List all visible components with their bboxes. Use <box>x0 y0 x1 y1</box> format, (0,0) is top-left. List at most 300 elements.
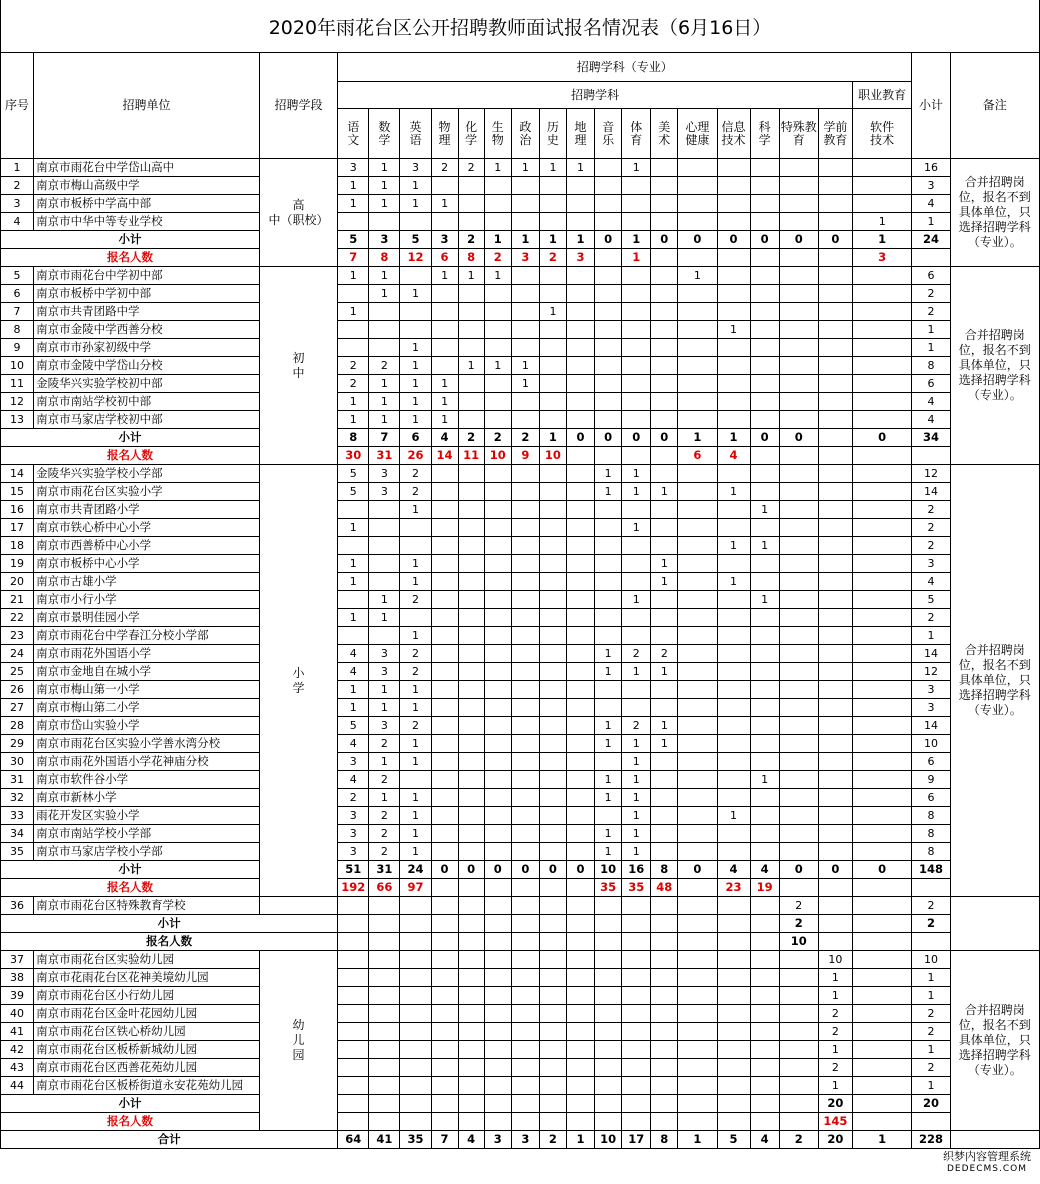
applicants-value: 14 <box>431 447 458 465</box>
row-value <box>595 195 622 213</box>
row-value: 1 <box>622 771 651 789</box>
row-value <box>458 591 484 609</box>
row-value <box>400 1005 431 1023</box>
row-value <box>852 897 911 915</box>
row-value <box>566 699 594 717</box>
row-value <box>622 969 651 987</box>
row-value <box>484 303 511 321</box>
applicants-value: 10 <box>779 933 818 951</box>
row-value <box>678 465 717 483</box>
grand-total-value: 17 <box>622 1131 651 1149</box>
row-value <box>678 555 717 573</box>
row-value <box>750 393 779 411</box>
row-value <box>484 1023 511 1041</box>
row-value <box>750 1077 779 1095</box>
row-value <box>539 339 566 357</box>
row-value: 4 <box>338 645 369 663</box>
row-value <box>511 1041 539 1059</box>
row-value <box>622 609 651 627</box>
row-value: 1 <box>431 195 458 213</box>
row-value <box>852 285 911 303</box>
row-value <box>539 1077 566 1095</box>
row-value <box>717 393 750 411</box>
row-value <box>818 501 852 519</box>
row-seq: 32 <box>1 789 34 807</box>
applicants-value: 7 <box>338 249 369 267</box>
row-value <box>400 321 431 339</box>
grand-total-value: 7 <box>431 1131 458 1149</box>
row-value <box>651 771 678 789</box>
row-value <box>511 1077 539 1095</box>
row-unit: 南京市中华中等专业学校 <box>34 213 260 231</box>
table-row <box>1 465 1040 483</box>
table-row <box>1 267 1040 285</box>
row-value <box>431 555 458 573</box>
applicants-value <box>400 1113 431 1131</box>
row-value <box>717 303 750 321</box>
row-value <box>458 555 484 573</box>
row-seq: 13 <box>1 411 34 429</box>
row-value <box>622 339 651 357</box>
row-total: 3 <box>912 681 950 699</box>
row-value <box>338 627 369 645</box>
subtotal-value: 1 <box>852 231 911 249</box>
row-value <box>852 1059 911 1077</box>
row-value <box>539 771 566 789</box>
row-value <box>431 501 458 519</box>
subtotal-value: 0 <box>852 861 911 879</box>
row-total: 6 <box>912 267 950 285</box>
row-value <box>750 663 779 681</box>
grand-total-value: 1 <box>852 1131 911 1149</box>
subtotal-value: 51 <box>338 861 369 879</box>
row-value <box>539 393 566 411</box>
grand-total-value: 4 <box>750 1131 779 1149</box>
row-value <box>651 357 678 375</box>
row-value <box>431 1077 458 1095</box>
row-value <box>431 843 458 861</box>
row-value <box>511 1023 539 1041</box>
row-value <box>539 753 566 771</box>
row-value <box>852 519 911 537</box>
row-value <box>484 501 511 519</box>
applicants-value <box>651 249 678 267</box>
row-value <box>750 1059 779 1077</box>
row-value <box>779 573 818 591</box>
row-value <box>566 681 594 699</box>
row-value <box>678 825 717 843</box>
row-seq: 20 <box>1 573 34 591</box>
row-unit: 南京市梅山第二小学 <box>34 699 260 717</box>
row-value: 1 <box>651 663 678 681</box>
row-total: 2 <box>912 285 950 303</box>
row-value <box>458 177 484 195</box>
row-value <box>458 393 484 411</box>
row-value: 2 <box>338 375 369 393</box>
stage-cell: 幼 儿 园 <box>259 951 337 1131</box>
row-value <box>678 339 717 357</box>
row-value <box>369 897 400 915</box>
table-row <box>1 1005 1040 1023</box>
subtotal-value <box>369 1095 400 1113</box>
row-value <box>750 717 779 735</box>
row-value <box>431 483 458 501</box>
subtotal-value <box>678 1095 717 1113</box>
row-seq: 16 <box>1 501 34 519</box>
row-value <box>779 681 818 699</box>
row-value <box>717 195 750 213</box>
row-value <box>400 1059 431 1077</box>
subtotal-value: 31 <box>369 861 400 879</box>
row-value <box>622 699 651 717</box>
watermark-line1: 织梦内容管理系统 <box>943 1150 1031 1163</box>
row-value <box>717 951 750 969</box>
row-value <box>852 609 911 627</box>
row-value: 2 <box>651 645 678 663</box>
row-value <box>566 321 594 339</box>
row-total: 8 <box>912 825 950 843</box>
row-value <box>717 519 750 537</box>
row-value <box>566 483 594 501</box>
header-subject: 心理 健康 <box>678 109 717 159</box>
row-value <box>539 591 566 609</box>
row-value <box>678 213 717 231</box>
row-value <box>818 537 852 555</box>
row-value <box>622 1041 651 1059</box>
row-value <box>750 303 779 321</box>
row-value <box>539 375 566 393</box>
subtotal-total: 148 <box>912 861 950 879</box>
row-value: 4 <box>338 735 369 753</box>
applicants-row <box>1 447 1040 465</box>
row-value <box>717 465 750 483</box>
row-value <box>779 609 818 627</box>
row-value <box>539 213 566 231</box>
row-value <box>595 753 622 771</box>
row-value: 1 <box>431 411 458 429</box>
row-value <box>651 1041 678 1059</box>
row-value <box>369 627 400 645</box>
row-value <box>818 735 852 753</box>
row-value: 1 <box>369 609 400 627</box>
row-value: 1 <box>750 771 779 789</box>
applicants-value: 8 <box>458 249 484 267</box>
row-unit: 南京市市孙家初级中学 <box>34 339 260 357</box>
row-total: 1 <box>912 339 950 357</box>
table-row <box>1 357 1040 375</box>
row-value <box>717 897 750 915</box>
row-value <box>750 627 779 645</box>
row-value <box>852 699 911 717</box>
row-seq: 26 <box>1 681 34 699</box>
applicants-value <box>622 1113 651 1131</box>
applicants-value: 10 <box>484 447 511 465</box>
row-value <box>511 771 539 789</box>
row-value <box>595 897 622 915</box>
row-value <box>651 807 678 825</box>
row-value: 1 <box>622 753 651 771</box>
header-subject: 英 语 <box>400 109 431 159</box>
row-value <box>717 825 750 843</box>
row-value: 3 <box>369 465 400 483</box>
applicants-value <box>852 447 911 465</box>
applicants-value <box>511 879 539 897</box>
row-value <box>511 789 539 807</box>
row-value <box>369 519 400 537</box>
row-value <box>595 177 622 195</box>
row-value <box>431 213 458 231</box>
applicants-value <box>566 1113 594 1131</box>
row-value <box>458 645 484 663</box>
subtotal-value <box>511 1095 539 1113</box>
row-value <box>678 627 717 645</box>
header-subtotal: 小计 <box>912 53 950 159</box>
row-value <box>678 285 717 303</box>
row-value <box>539 465 566 483</box>
row-value <box>678 1023 717 1041</box>
row-value: 1 <box>369 285 400 303</box>
row-value: 1 <box>338 555 369 573</box>
row-value <box>678 843 717 861</box>
row-value <box>717 411 750 429</box>
row-value <box>539 285 566 303</box>
applicants-value <box>566 879 594 897</box>
row-value <box>651 987 678 1005</box>
applicants-value <box>818 249 852 267</box>
subtotal-value: 2 <box>484 429 511 447</box>
subtotal-total: 34 <box>912 429 950 447</box>
row-value <box>678 663 717 681</box>
row-value: 1 <box>595 843 622 861</box>
table-row <box>1 285 1040 303</box>
table-row <box>1 663 1040 681</box>
row-unit: 南京市金地自在城小学 <box>34 663 260 681</box>
row-value: 2 <box>818 1005 852 1023</box>
applicants-value: 31 <box>369 447 400 465</box>
row-value <box>678 591 717 609</box>
subtotal-value <box>511 915 539 933</box>
row-value: 1 <box>511 357 539 375</box>
row-value <box>852 645 911 663</box>
grand-total-value: 3 <box>484 1131 511 1149</box>
applicants-value: 30 <box>338 447 369 465</box>
row-value <box>779 177 818 195</box>
row-value <box>779 375 818 393</box>
applicants-total <box>912 249 950 267</box>
row-unit: 南京市景明佳园小学 <box>34 609 260 627</box>
subtotal-value: 0 <box>678 231 717 249</box>
applicants-value <box>431 879 458 897</box>
row-value <box>511 321 539 339</box>
row-value <box>431 753 458 771</box>
row-value <box>431 573 458 591</box>
row-value <box>678 573 717 591</box>
row-value <box>431 897 458 915</box>
row-value: 1 <box>400 285 431 303</box>
row-value <box>595 951 622 969</box>
applicants-total <box>912 933 950 951</box>
row-value: 4 <box>338 663 369 681</box>
row-value <box>400 1077 431 1095</box>
row-value <box>622 1077 651 1095</box>
row-value <box>852 321 911 339</box>
applicants-value <box>717 249 750 267</box>
row-value: 2 <box>369 843 400 861</box>
row-value <box>779 1023 818 1041</box>
table-row <box>1 555 1040 573</box>
row-value <box>779 843 818 861</box>
applicants-value <box>338 933 369 951</box>
row-value <box>511 285 539 303</box>
row-value <box>511 609 539 627</box>
row-value <box>678 897 717 915</box>
row-total: 2 <box>912 303 950 321</box>
subtotal-value: 4 <box>717 861 750 879</box>
subtotal-label: 小计 <box>1 231 260 249</box>
row-value <box>750 843 779 861</box>
grand-total-row <box>1 1131 1040 1149</box>
applicants-total <box>912 879 950 897</box>
row-unit: 南京市雨花台中学初中部 <box>34 267 260 285</box>
row-total: 6 <box>912 753 950 771</box>
row-value <box>717 375 750 393</box>
row-value <box>852 375 911 393</box>
row-value <box>566 645 594 663</box>
row-value: 5 <box>338 465 369 483</box>
row-value <box>852 303 911 321</box>
row-value <box>369 339 400 357</box>
subtotal-row <box>1 231 1040 249</box>
row-seq: 35 <box>1 843 34 861</box>
header-remark: 备注 <box>950 53 1039 159</box>
row-value <box>511 1005 539 1023</box>
applicants-value <box>484 879 511 897</box>
row-value <box>431 627 458 645</box>
row-total: 4 <box>912 195 950 213</box>
subtotal-value: 1 <box>566 231 594 249</box>
row-value <box>539 177 566 195</box>
subtotal-total: 20 <box>912 1095 950 1113</box>
row-value <box>622 627 651 645</box>
row-value: 1 <box>338 411 369 429</box>
row-value <box>595 699 622 717</box>
row-value <box>678 501 717 519</box>
row-value <box>400 951 431 969</box>
row-value <box>458 537 484 555</box>
table-row <box>1 213 1040 231</box>
row-value <box>566 357 594 375</box>
applicants-total <box>912 1113 950 1131</box>
row-value <box>539 537 566 555</box>
grand-total-value: 64 <box>338 1131 369 1149</box>
row-value <box>566 501 594 519</box>
grand-total-value: 3 <box>511 1131 539 1149</box>
row-value <box>566 537 594 555</box>
row-value: 1 <box>511 375 539 393</box>
row-value <box>539 501 566 519</box>
row-value <box>678 483 717 501</box>
row-value <box>431 609 458 627</box>
row-value <box>717 645 750 663</box>
row-value: 1 <box>400 573 431 591</box>
row-value: 3 <box>338 753 369 771</box>
row-value <box>750 267 779 285</box>
row-value <box>678 1005 717 1023</box>
row-value <box>458 213 484 231</box>
row-value <box>484 1059 511 1077</box>
subtotal-value: 0 <box>779 861 818 879</box>
row-value <box>539 1023 566 1041</box>
row-value <box>595 321 622 339</box>
row-value <box>779 519 818 537</box>
row-value <box>595 411 622 429</box>
row-value <box>566 1005 594 1023</box>
row-value <box>818 645 852 663</box>
row-value <box>818 843 852 861</box>
subtotal-value: 24 <box>400 861 431 879</box>
row-value: 3 <box>338 843 369 861</box>
row-value <box>651 627 678 645</box>
row-value <box>511 753 539 771</box>
applicants-value: 2 <box>539 249 566 267</box>
header-subject: 体 育 <box>622 109 651 159</box>
row-value <box>595 375 622 393</box>
row-value <box>484 825 511 843</box>
row-value <box>779 483 818 501</box>
row-value <box>622 375 651 393</box>
subtotal-value <box>852 1095 911 1113</box>
row-value <box>566 843 594 861</box>
row-value <box>511 411 539 429</box>
row-value <box>539 699 566 717</box>
row-value <box>750 159 779 177</box>
row-value <box>651 681 678 699</box>
row-value <box>484 681 511 699</box>
row-seq: 19 <box>1 555 34 573</box>
row-seq: 2 <box>1 177 34 195</box>
row-unit: 南京市软件谷小学 <box>34 771 260 789</box>
row-value <box>539 609 566 627</box>
row-value <box>431 825 458 843</box>
row-value <box>511 645 539 663</box>
subtotal-value: 2 <box>458 231 484 249</box>
subtotal-value: 0 <box>458 861 484 879</box>
row-value <box>717 591 750 609</box>
row-seq: 43 <box>1 1059 34 1077</box>
applicants-value <box>750 249 779 267</box>
row-value <box>595 213 622 231</box>
row-value: 2 <box>400 591 431 609</box>
row-seq: 15 <box>1 483 34 501</box>
row-value <box>750 699 779 717</box>
row-value <box>622 285 651 303</box>
row-value <box>539 663 566 681</box>
row-value <box>651 501 678 519</box>
row-seq: 42 <box>1 1041 34 1059</box>
row-value <box>750 177 779 195</box>
row-value <box>484 771 511 789</box>
row-value <box>566 951 594 969</box>
row-value <box>431 699 458 717</box>
table-row <box>1 375 1040 393</box>
subtotal-value: 1 <box>717 429 750 447</box>
row-value <box>595 303 622 321</box>
row-value <box>458 753 484 771</box>
row-value <box>566 789 594 807</box>
row-value: 1 <box>622 789 651 807</box>
row-value <box>595 987 622 1005</box>
row-value <box>622 681 651 699</box>
